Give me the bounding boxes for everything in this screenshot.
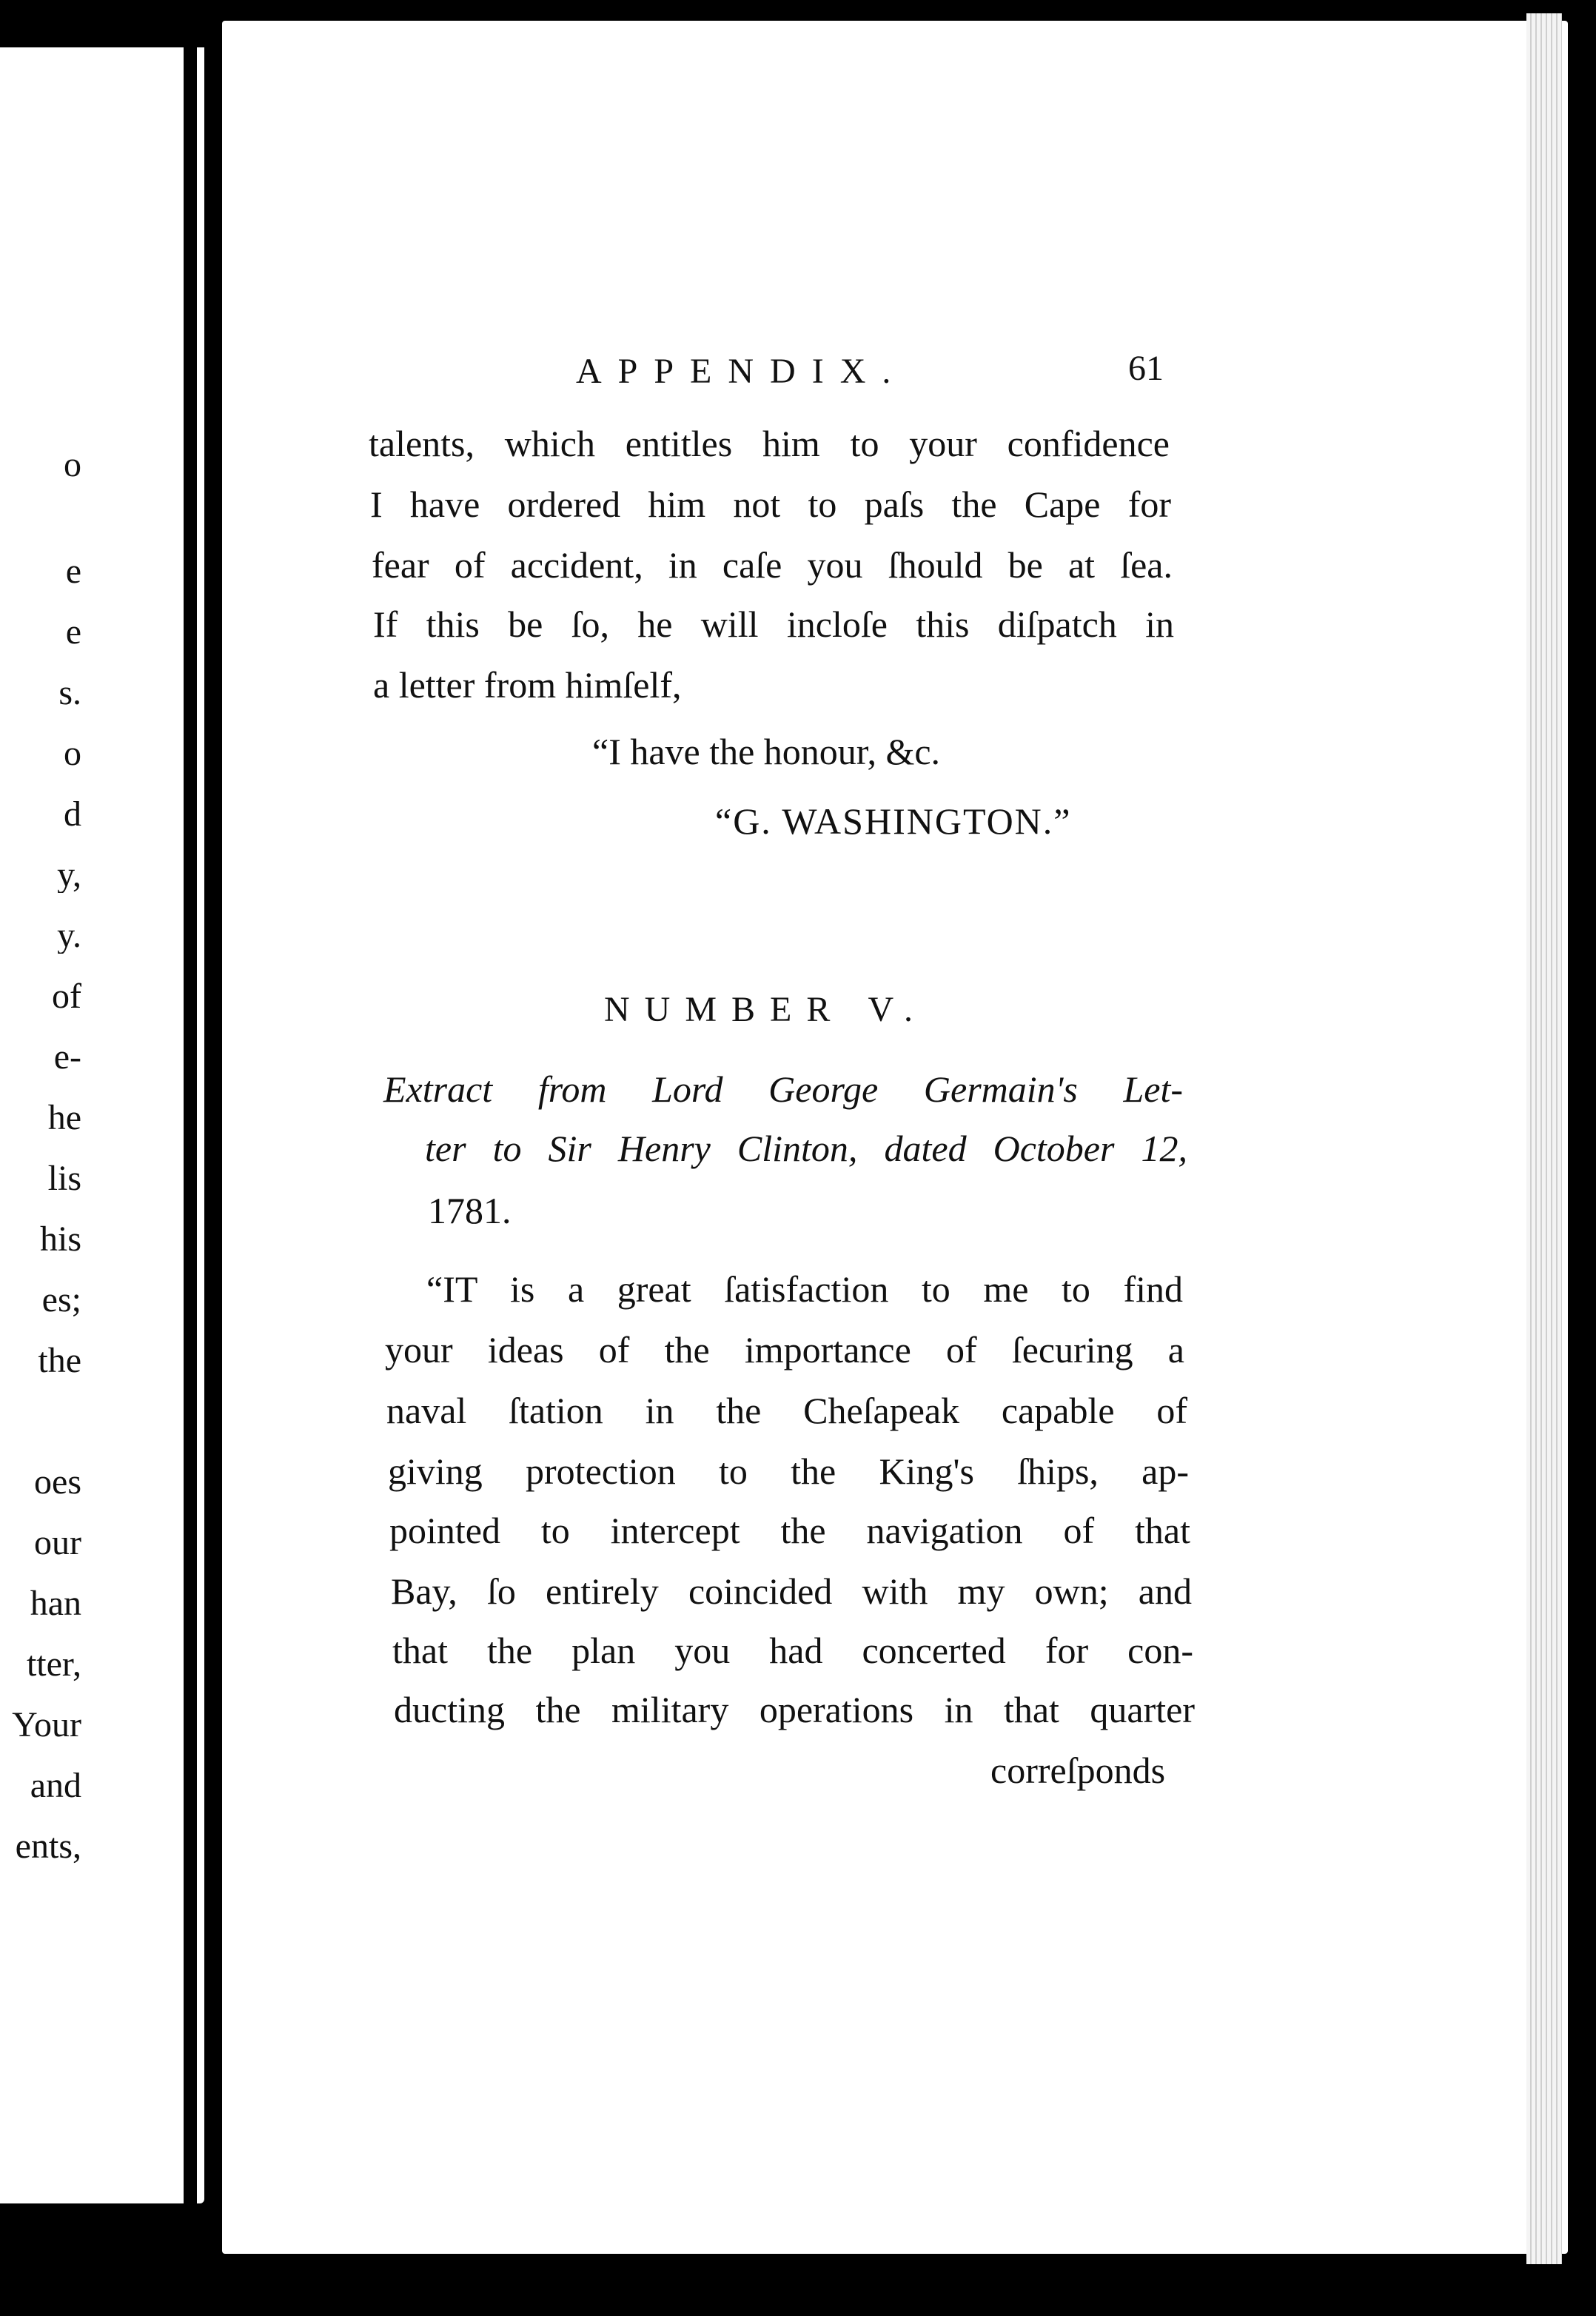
facing-page-line: o	[64, 447, 81, 483]
catchword: correſponds	[990, 1750, 1166, 1791]
section-heading: NUMBER V.	[604, 990, 928, 1029]
signature: “G. WASHINGTON.”	[715, 800, 1072, 842]
text-line: your ideas of the importance of ſecuring a	[385, 1329, 1184, 1370]
facing-page-line: o	[64, 736, 81, 772]
text-line: ducting the military operations in that quarter	[394, 1689, 1195, 1730]
facing-page-line: the	[38, 1343, 81, 1379]
text-line: naval ſtation in the Cheſapeak capable of	[386, 1390, 1187, 1431]
running-header: APPENDIX.	[576, 352, 908, 391]
letter-closing: “I have the honour, &c.	[592, 731, 941, 772]
text-line: a letter from himſelf,	[373, 664, 682, 706]
facing-page-line: of	[52, 979, 81, 1014]
text-line: pointed to intercept the navigation of that	[389, 1510, 1190, 1551]
facing-page-line: han	[30, 1586, 81, 1621]
facing-page-line: e	[65, 615, 81, 650]
extract-title-line: Extract from Lord George Germain's Let-	[383, 1068, 1183, 1110]
facing-page-line: our	[34, 1525, 81, 1561]
facing-page-line: e	[65, 554, 81, 589]
page-edges	[1526, 13, 1562, 2264]
facing-page-line: oes	[34, 1465, 81, 1500]
facing-page	[0, 47, 204, 2203]
book-spine	[184, 30, 197, 2206]
text-line: fear of accident, in caſe you ſhould be at ſea.	[372, 544, 1173, 586]
facing-page-line: y,	[57, 857, 81, 893]
facing-page-line: e-	[53, 1040, 81, 1075]
text-line: “IT is a great ſatisfaction to me to find	[426, 1268, 1183, 1310]
facing-page-line: d	[64, 797, 81, 832]
text-line: Bay, ſo entirely coincided with my own; and	[391, 1570, 1192, 1612]
text-line: I have ordered him not to paſs the Cape for	[370, 483, 1171, 525]
text-line: giving protection to the King's ſhips, ap-	[388, 1450, 1189, 1492]
page-number: 61	[1128, 349, 1164, 388]
facing-page-line: s.	[58, 675, 81, 711]
text-line: If this be ſo, he will incloſe this diſpatch in	[373, 603, 1174, 645]
facing-page-line: es;	[41, 1282, 81, 1318]
text-line: that the plan you had concerted for con-	[392, 1630, 1193, 1671]
facing-page-line: his	[39, 1222, 81, 1257]
text-line: talents, which entitles him to your confidence	[369, 423, 1170, 464]
facing-page-line: tter,	[26, 1647, 81, 1682]
extract-title-line: 1781.	[428, 1190, 512, 1231]
facing-page-line: y.	[57, 918, 81, 954]
facing-page-line: ents,	[15, 1829, 81, 1864]
facing-page-line: Your	[12, 1707, 81, 1743]
facing-page-line: he	[47, 1100, 81, 1136]
extract-title-line: ter to Sir Henry Clinton, dated October 12,	[425, 1128, 1187, 1169]
facing-page-line: lis	[47, 1161, 81, 1197]
facing-page-line: and	[30, 1768, 81, 1804]
